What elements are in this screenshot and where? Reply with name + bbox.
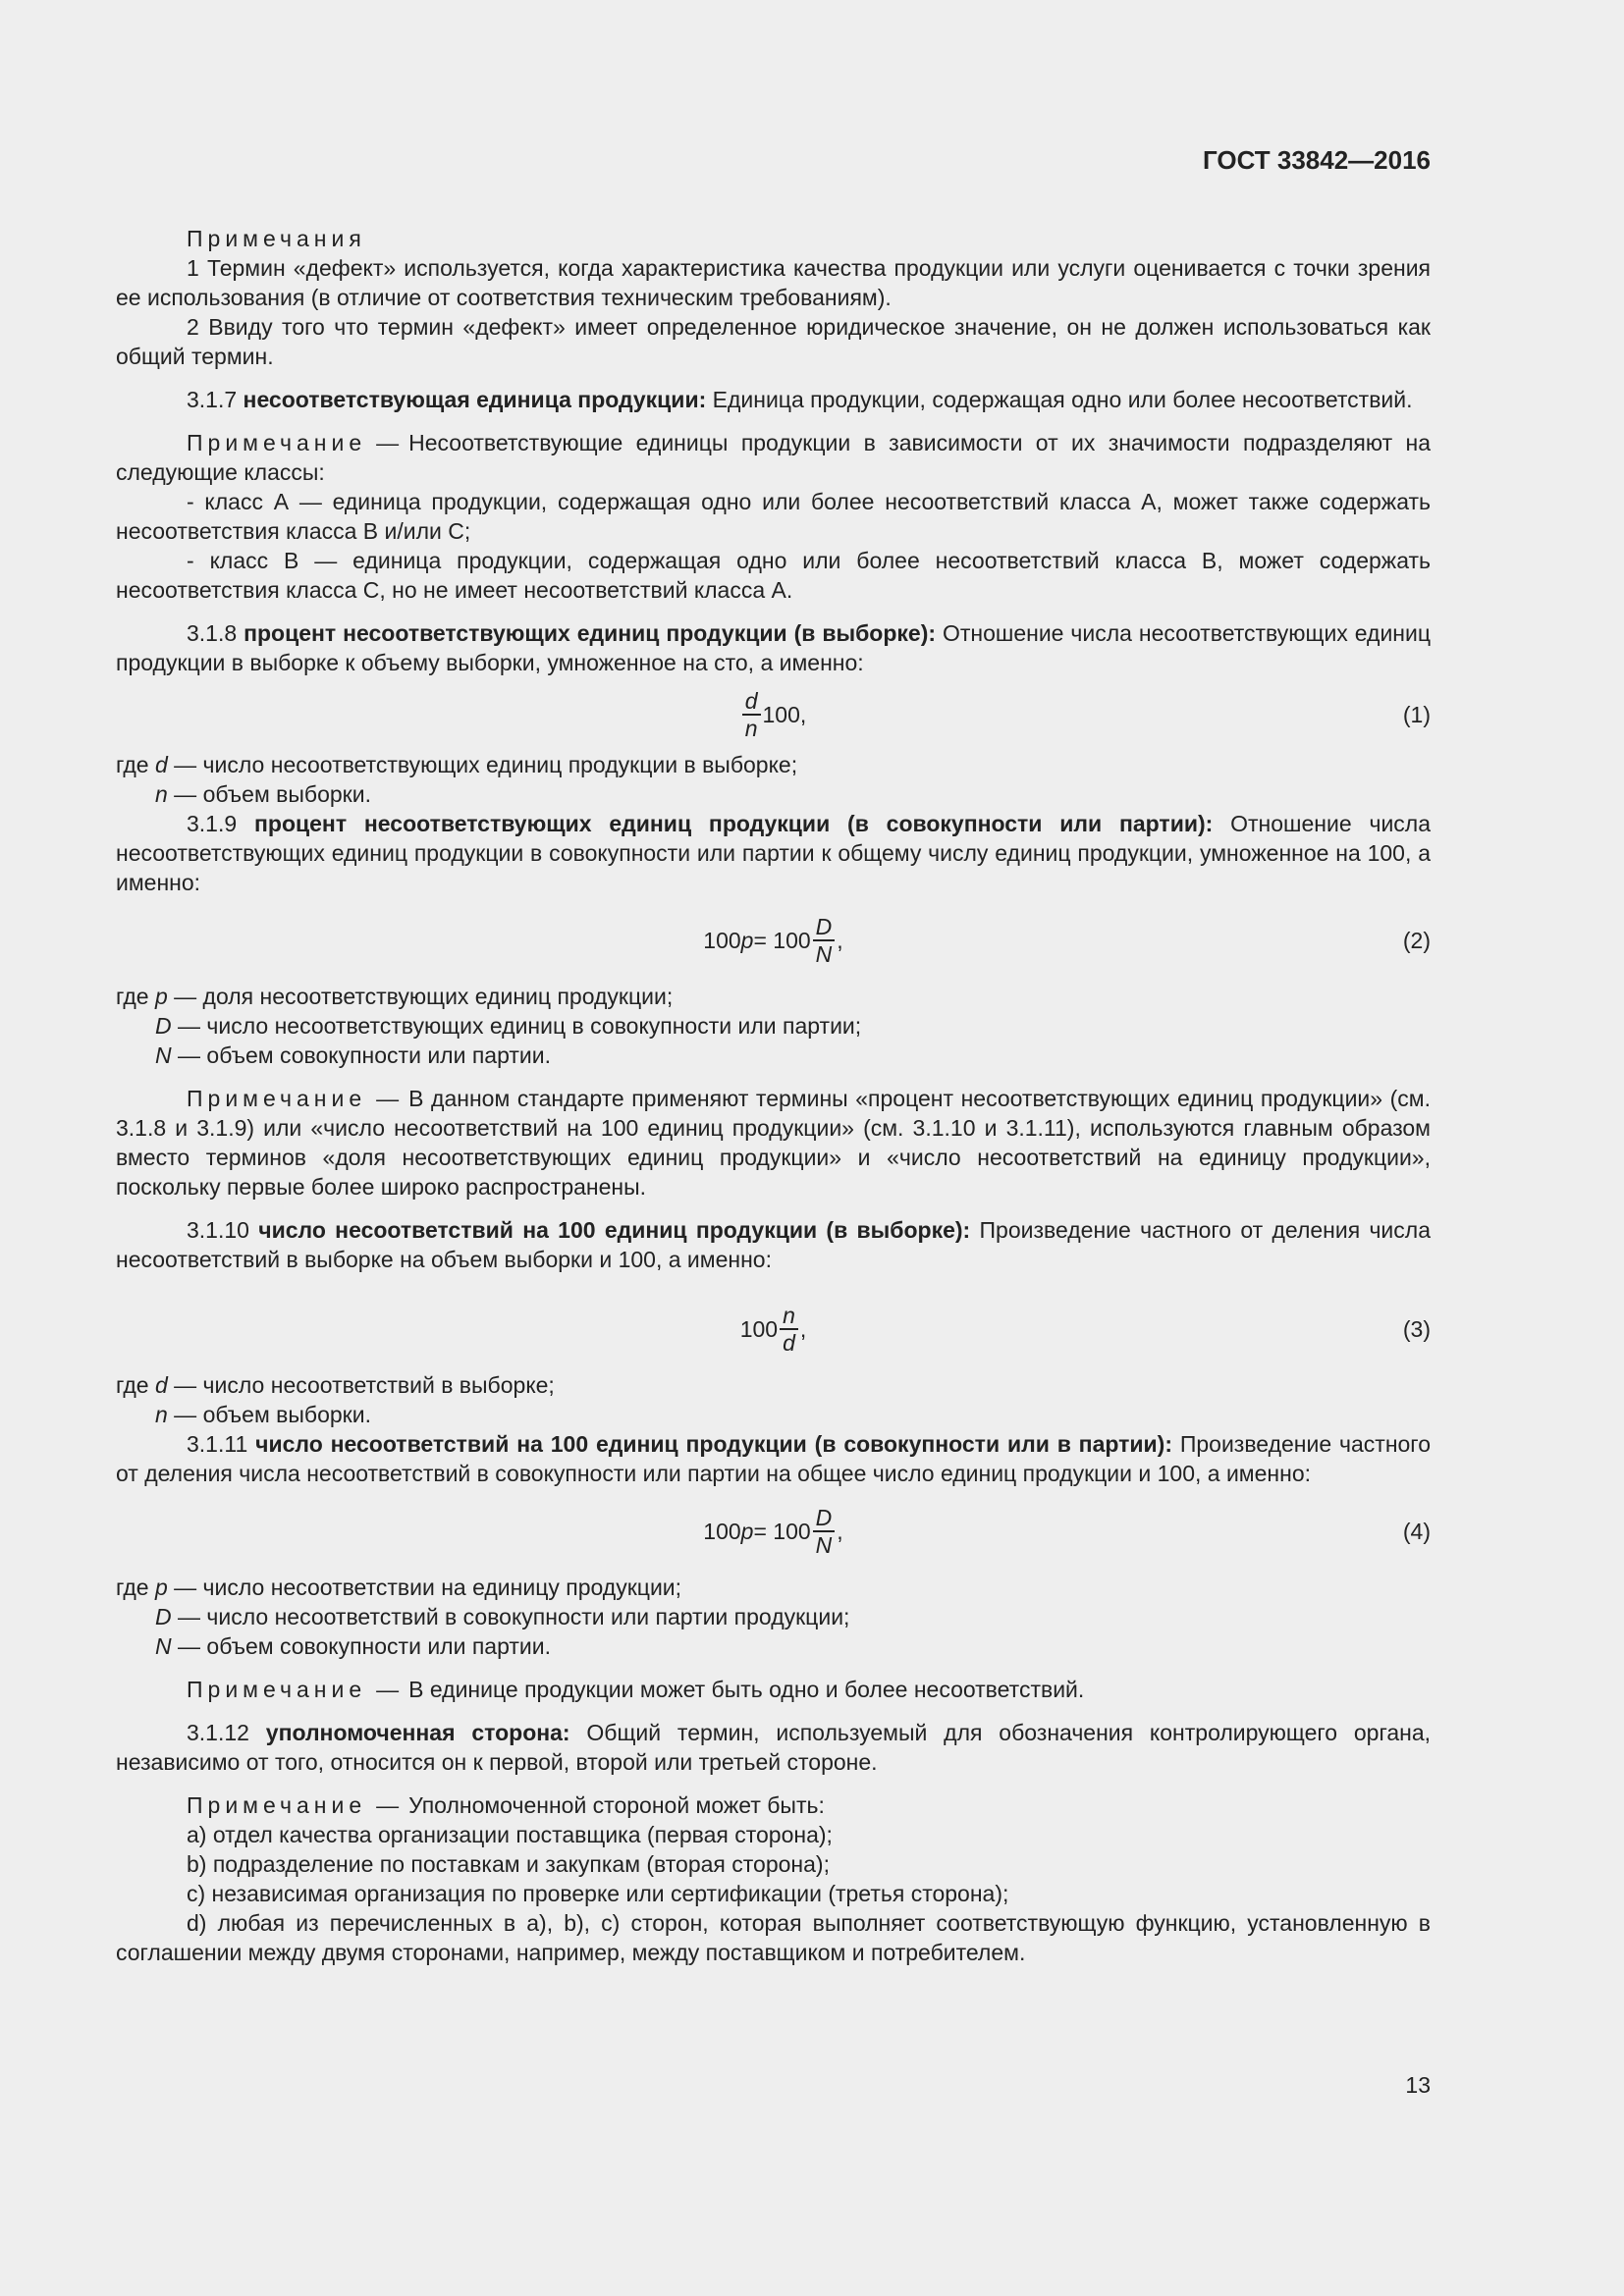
where-line: n — объем выборки. bbox=[155, 1402, 371, 1427]
term-3-1-12: 3.1.12 уполномоченная сторона: Общий термин, используемый для обозначения контролирующего органа, независимо от того, относится он к первой, второй или третьей стороне. bbox=[116, 1720, 1432, 1775]
term-title: процент несоответствующих единиц продукции (в выборке): bbox=[244, 620, 937, 646]
term-3-1-7: 3.1.7 несоответствующая единица продукции: Единица продукции, содержащая одно или более несоответствий. bbox=[187, 387, 1413, 412]
fraction: $\frac{D}{N}$ bbox=[813, 914, 836, 967]
formula-2: 100 p = 100 $\frac{D}{N}$ , (2) bbox=[703, 914, 1431, 967]
where-line: где d — число несоответствующих единиц продукции в выборке; bbox=[116, 752, 798, 777]
where-line: D — число несоответствующих единиц в совокупности или партии; bbox=[155, 1013, 862, 1039]
term-title: несоответствующая единица продукции: bbox=[243, 387, 707, 412]
where-line: N — объем совокупности или партии. bbox=[155, 1633, 551, 1659]
notes-heading: Примечания bbox=[187, 226, 366, 251]
term-title: число несоответствий на 100 единиц продукции (в выборке): bbox=[258, 1217, 971, 1243]
where-line: N — объем совокупности или партии. bbox=[155, 1042, 551, 1068]
term-title: уполномоченная сторона: bbox=[265, 1720, 570, 1745]
page-content bbox=[116, 224, 1431, 1967]
where-line: где p — число несоответствии на единицу продукции; bbox=[116, 1575, 682, 1600]
equation-number: (1) bbox=[1402, 702, 1431, 727]
list-item: d) любая из перечисленных в а), b), с) сторон, которая выполняет соответствующую функцию, установленную в соглашении между двумя сторонами, например, между поставщиком и потребителем. bbox=[116, 1910, 1431, 1965]
list-item: b) подразделение по поставкам и закупкам (вторая сторона); bbox=[187, 1851, 830, 1877]
term-3-1-9: 3.1.9 процент несоответствующих единиц продукции (в совокупности или партии): Отношение числа несоответствующих единиц продукции в совокупности или партии к общему числу единиц продукции, умноженное на 100, а именно: bbox=[116, 811, 1432, 895]
fraction: $\frac{D}{N}$ bbox=[813, 1505, 836, 1558]
term-title: процент несоответствующих единиц продукции (в совокупности или партии): bbox=[254, 811, 1214, 836]
where-line: где d — число несоответствий в выборке; bbox=[116, 1372, 555, 1398]
note-3-1-12: Примечание — Уполномоченной стороной может быть: bbox=[187, 1792, 825, 1818]
standard-designation: ГОСТ 33842—2016 bbox=[1203, 145, 1431, 175]
where-line: где p — доля несоответствующих единиц продукции; bbox=[116, 984, 674, 1009]
term-3-1-8: 3.1.8 процент несоответствующих единиц продукции (в выборке): Отношение числа несоответствующих единиц продукции в выборке к объему выборки, умноженное на сто, а именно: bbox=[116, 620, 1432, 675]
note-paragraph: 2 Ввиду того что термин «дефект» имеет определенное юридическое значение, он не должен использоваться как общий термин. bbox=[116, 314, 1431, 369]
formula-3: 100 $\frac{n}{d}$ , (3) bbox=[739, 1303, 1431, 1356]
note-3-1-11: Примечание — В единице продукции может быть одно и более несоответствий. bbox=[187, 1677, 1085, 1702]
note-label: Примечание bbox=[187, 1086, 367, 1111]
note-3-1-7: Примечание — Несоответствующие единицы продукции в зависимости от их значимости подразделяют на следующие классы: bbox=[116, 430, 1431, 485]
list-item: - класс А — единица продукции, содержащая одно или более несоответствий класса А, может также содержать несоответствия класса В и/или С; bbox=[116, 489, 1431, 544]
list-item: с) независимая организация по проверке или сертификации (третья сторона); bbox=[187, 1881, 1009, 1906]
where-line: n — объем выборки. bbox=[155, 781, 371, 807]
equation-number: (2) bbox=[1402, 928, 1431, 953]
equation-number: (4) bbox=[1402, 1519, 1431, 1544]
list-item: а) отдел качества организации поставщика (первая сторона); bbox=[187, 1822, 833, 1847]
page-number: 13 bbox=[1405, 2072, 1431, 2098]
term-title: число несоответствий на 100 единиц продукции (в совокупности или в партии): bbox=[255, 1431, 1172, 1457]
note-paragraph: 1 Термин «дефект» используется, когда характеристика качества продукции или услуги оценивается с точки зрения ее использования (в отличие от соответствия техническим требованиям). bbox=[116, 255, 1431, 310]
where-line: D — число несоответствий в совокупности или партии продукции; bbox=[155, 1604, 850, 1629]
term-3-1-11: 3.1.11 число несоответствий на 100 единиц продукции (в совокупности или в партии): Произведение частного от деления числа несоответствий в совокупности или партии на общее число единиц продукции и 100, а именно: bbox=[116, 1431, 1431, 1486]
equation-number: (3) bbox=[1402, 1316, 1431, 1342]
note-3-1-9: Примечание — В данном стандарте применяют термины «процент несоответствующих единиц продукции» (см. 3.1.8 и 3.1.9) или «число несоответствий на 100 единиц продукции» (см. 3.1.10 и 3.1.11), используются главным образом вместо терминов «доля несоответствующих единиц продукции» и «число несоответствий на единицу продукции», поскольку первые более широко распространены. bbox=[116, 1086, 1431, 1200]
note-label: Примечание bbox=[187, 1792, 367, 1818]
fraction: $\frac{d}{n}$ bbox=[742, 688, 761, 741]
fraction: $\frac{n}{d}$ bbox=[780, 1303, 798, 1356]
note-label: Примечание bbox=[187, 430, 367, 455]
list-item: - класс В — единица продукции, содержащая одно или более несоответствий класса В, может содержать несоответствия класса С, но не имеет несоответствий класса А. bbox=[116, 548, 1431, 603]
formula-1: $\frac{d}{n}$ 100, (1) bbox=[116, 683, 1431, 746]
term-3-1-10: 3.1.10 число несоответствий на 100 единиц продукции (в выборке): Произведение частного от деления числа несоответствий в выборке на объем выборки и 100, а именно: bbox=[116, 1217, 1431, 1272]
note-label: Примечание bbox=[187, 1677, 367, 1702]
formula-4: 100 p = 100 $\frac{D}{N}$ , (4) bbox=[703, 1505, 1431, 1558]
